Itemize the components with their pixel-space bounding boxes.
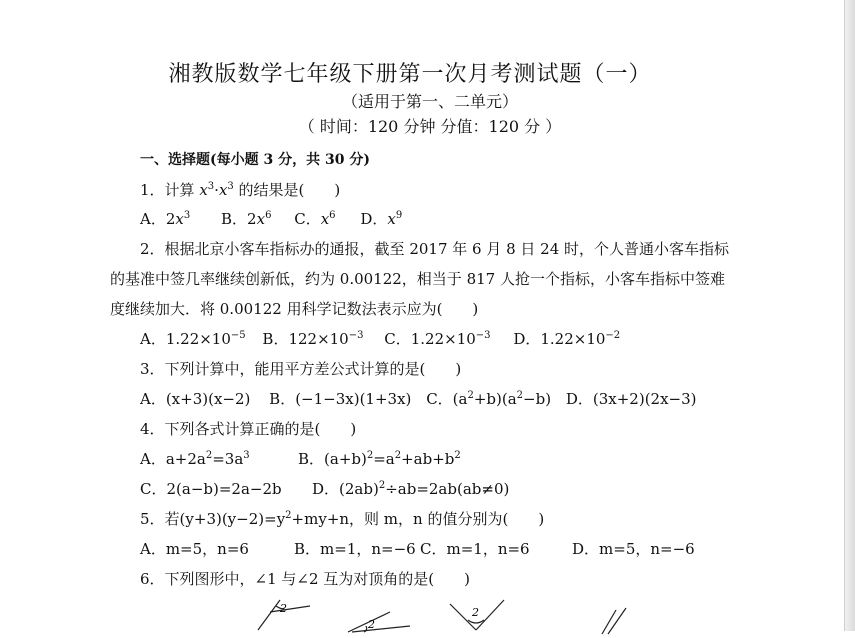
question-1-options (140, 209, 402, 229)
figure-c-label: 2 (472, 606, 479, 619)
option-c: C．$x^6$ (294, 210, 336, 228)
page-subtitle: （适用于第一、二单元） (341, 92, 518, 111)
question-5-option-d: D．m=5，n=−6 (572, 540, 695, 558)
question-2-line-2: 的基准中签几率继续创新低，约为 0.00122，相当于 817 人抢一个指标，小客车指标中签难 (110, 270, 725, 288)
figure-a-label: 2 (280, 602, 287, 615)
question-4-option-b: B．$(a+b)^2=a^2+ab+b^2$ (298, 450, 461, 468)
question-3-stem: 3．下列计算中，能用平方差公式计算的是( ) (140, 360, 462, 378)
question-5-option-b: B．m=1，n=−6 (294, 540, 416, 558)
question-2-line-1: 2．根据北京小客车指标办的通报，截至 2017 年 6 月 8 日 24 时，个人普通小客车指标 (140, 240, 730, 258)
option-b: B．(−1−3x)(1+3x) (269, 390, 412, 408)
question-4-option-c: C．2(a−b)=2a−2b (140, 480, 282, 498)
question-6-figures (240, 598, 640, 638)
option-a: A．$1.22\times 10^{-5}$ (140, 330, 246, 348)
exam-meta: （ 时间：120 分钟 分值：120 分 ） (298, 117, 562, 136)
question-5-option-c: C．m=1，n=6 (420, 540, 530, 558)
question-2-line-3: 度继续加大．将 0.00122 用科学记数法表示应为( ) (110, 300, 479, 318)
option-d: D．$1.22\times 10^{-2}$ (513, 330, 621, 348)
option-d: D．(3x+2)(2x−3) (565, 390, 697, 408)
question-3-options (140, 389, 697, 409)
option-c: C．$1.22\times 10^{-3}$ (384, 330, 491, 348)
question-5-stem: 5．若$(y+3)(y-2)=y^2+my+n$，则 m，n 的值分别为( ) (140, 510, 545, 528)
option-b: B．$122\times 10^{-3}$ (262, 330, 364, 348)
figure-d (602, 608, 626, 634)
option-d: D．$x^9$ (360, 210, 403, 228)
question-1-stem: 1．计算 $x^3\cdot x^3$ 的结果是( ) (140, 181, 341, 199)
question-6-stem: 6．下列图形中，∠1 与∠2 互为对顶角的是( ) (140, 570, 471, 588)
question-4-option-d: D．$(2ab)^2\div ab=2ab(ab\ne 0)$ (312, 480, 510, 498)
page-title: 湘教版数学七年级下册第一次月考测试题（一） (168, 62, 652, 87)
question-5-option-a: A．m=5，n=6 (140, 540, 249, 558)
figure-b-label: 2 (368, 618, 375, 631)
question-2-options (140, 329, 620, 349)
option-c: C．$(a^2+b)(a^2-b)$ (426, 390, 552, 408)
question-4-stem: 4．下列各式计算正确的是( ) (140, 420, 357, 438)
option-a: A．(x+3)(x−2) (140, 390, 251, 408)
option-b: B．$2x^6$ (221, 210, 272, 228)
question-4-option-a: A．$a+2a^2=3a^3$ (140, 450, 250, 468)
option-a: A．$2x^3$ (140, 210, 191, 228)
section-heading: 一、选择题(每小题 3 分，共 30 分) (140, 152, 370, 168)
figure-b (348, 612, 410, 632)
